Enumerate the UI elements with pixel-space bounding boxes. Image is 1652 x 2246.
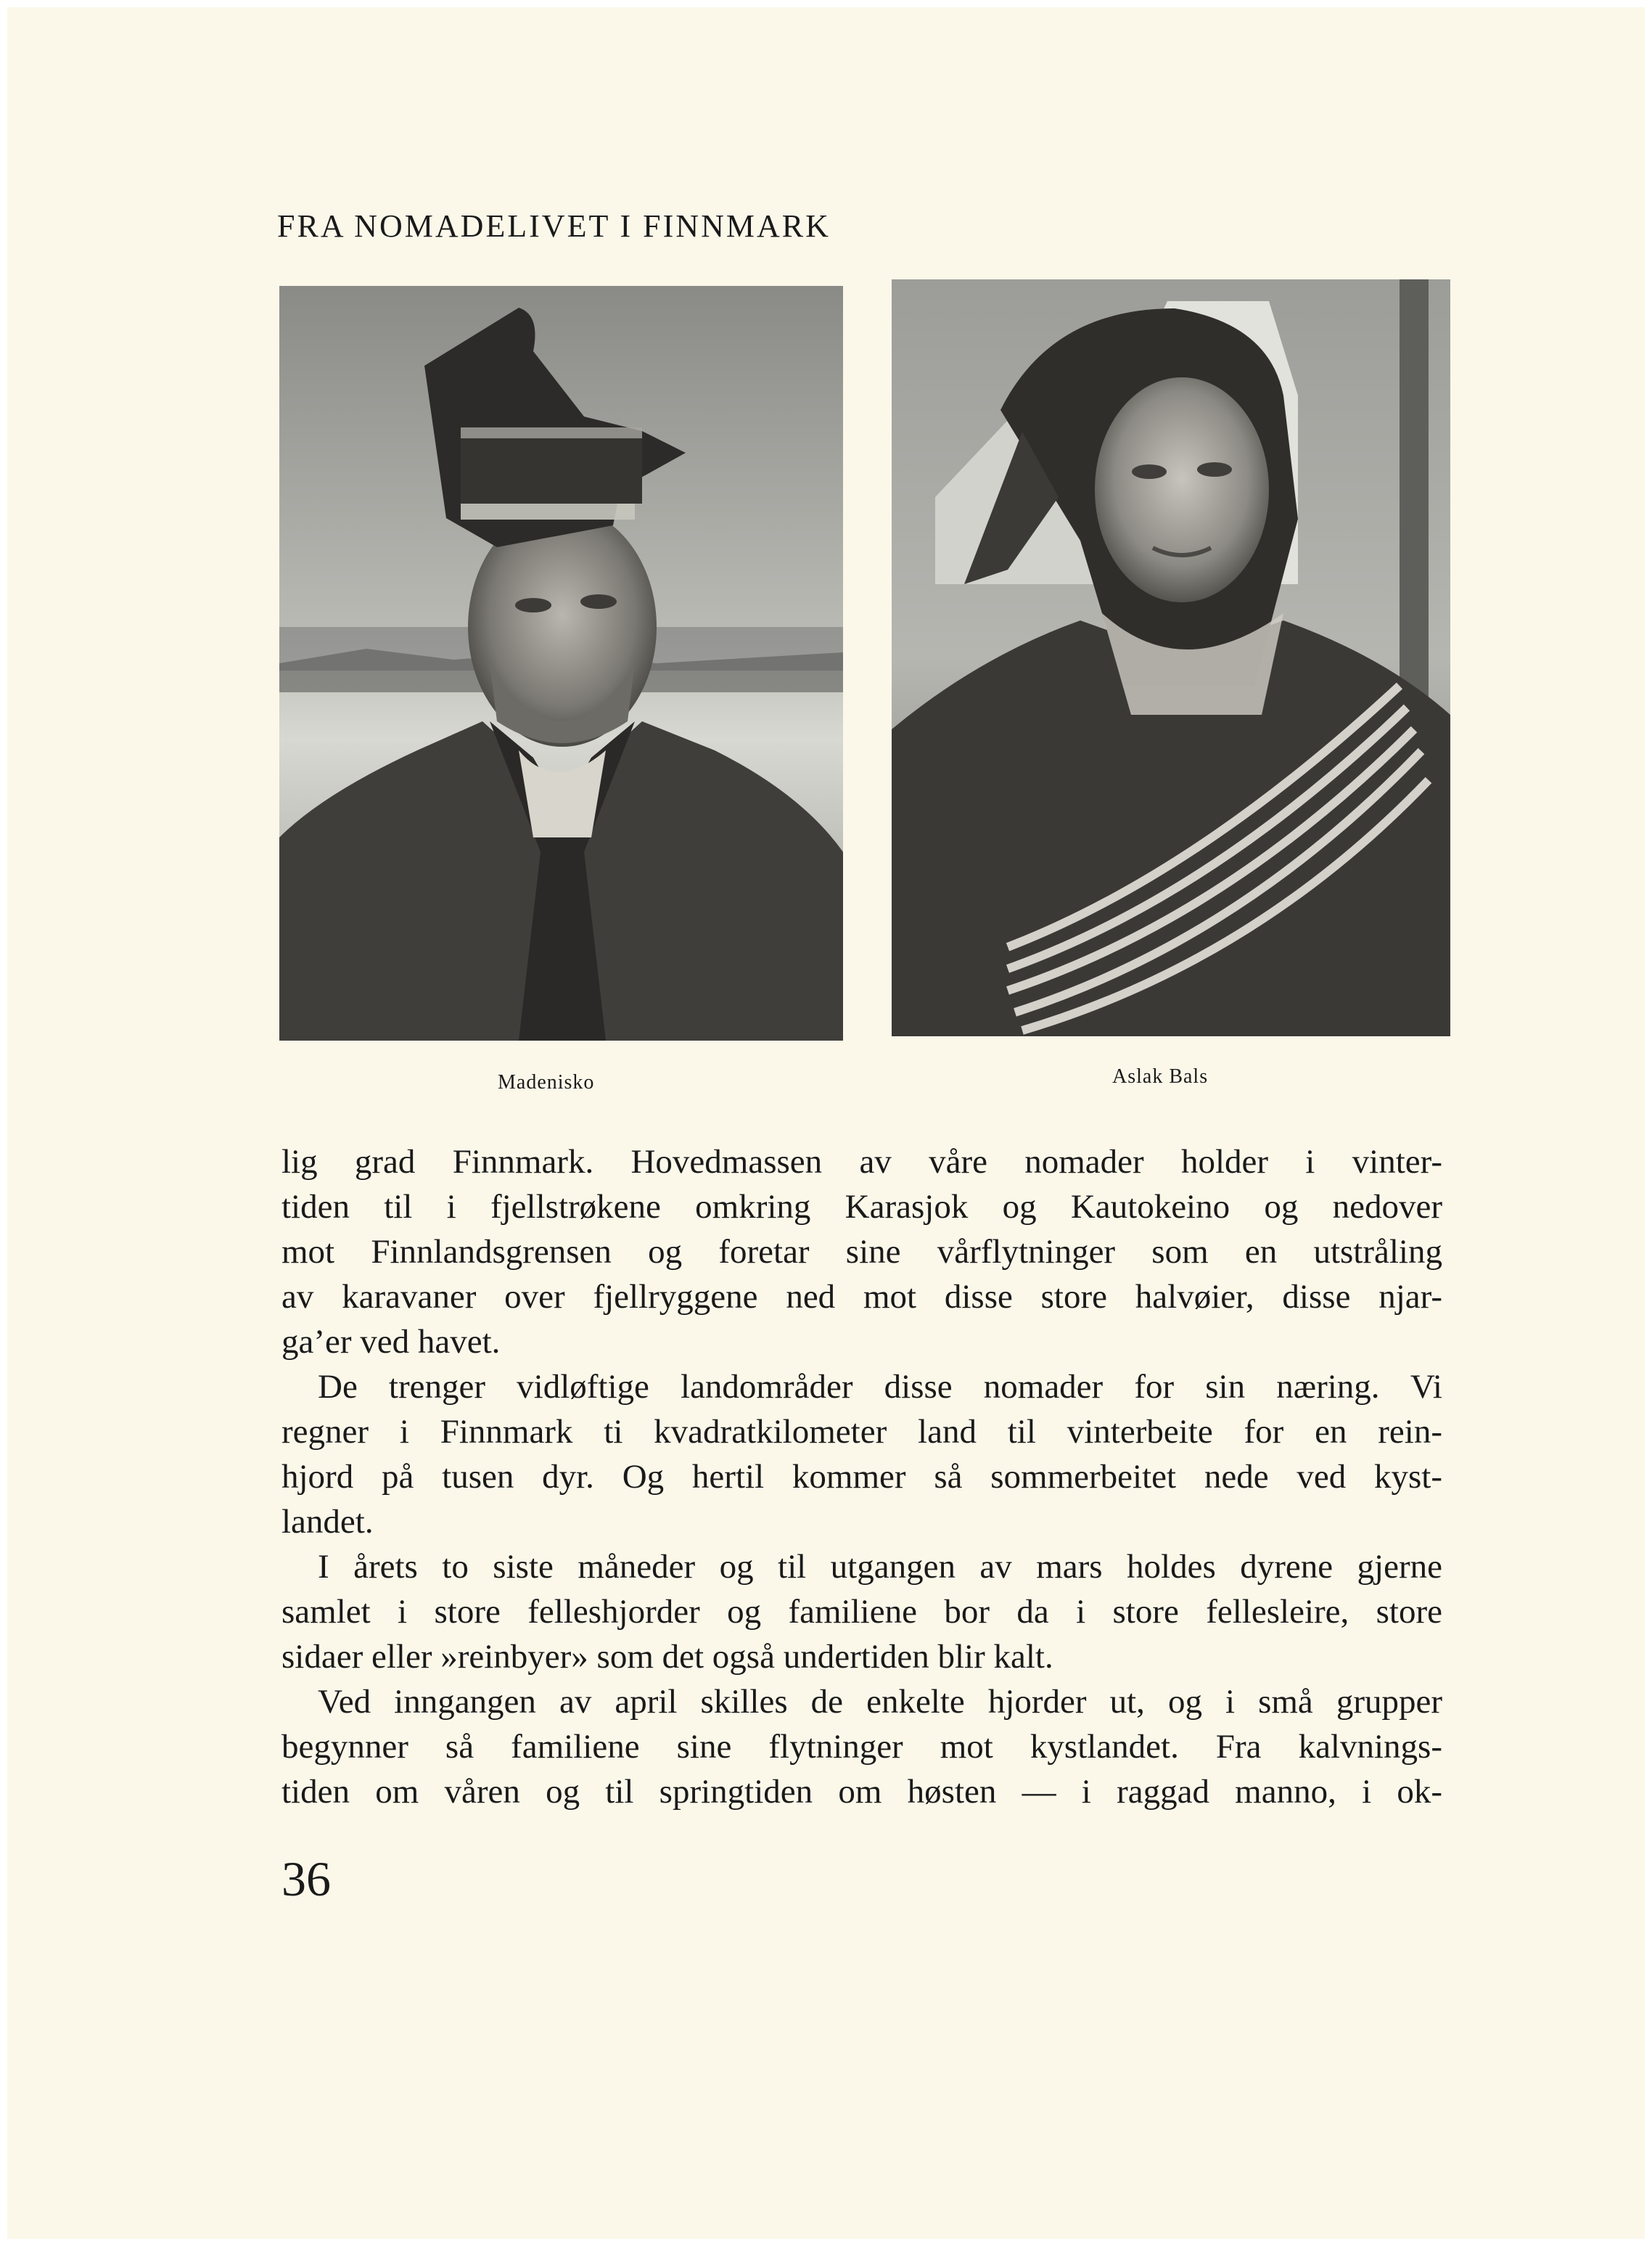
text-line: tiden til i fjellstrøkene omkring Karasjok og Kautokeino og nedover	[282, 1188, 1442, 1226]
running-header: FRA NOMADELIVET I FINNMARK	[277, 208, 831, 244]
portrait-image	[892, 279, 1450, 1036]
text-line: tiden om våren og til springtiden om høsten — i raggad manno, i ok-	[282, 1773, 1442, 1811]
photo-aslak-bals	[892, 279, 1450, 1036]
text-line: regner i Finnmark ti kvadratkilometer land til vinterbeite for en rein-	[282, 1413, 1442, 1451]
photo-caption: Madenisko	[498, 1071, 595, 1094]
text-line: I årets to siste måneder og til utgangen av mars holdes dyrene gjerne	[318, 1548, 1442, 1586]
text-line: ga’er ved havet.	[282, 1323, 501, 1361]
text-line: De trenger vidløftige landområder disse nomader for sin næring. Vi	[318, 1368, 1442, 1406]
text-line: mot Finnlandsgrensen og foretar sine vårflytninger som en utstråling	[282, 1233, 1442, 1271]
text-line: hjord på tusen dyr. Og hertil kommer så sommerbeitet nede ved kyst-	[282, 1458, 1442, 1496]
text-line: samlet i store felleshjorder og familiene bor da i store fellesleire, store	[282, 1593, 1442, 1631]
text-line: lig grad Finnmark. Hovedmassen av våre nomader holder i vinter-	[282, 1143, 1442, 1181]
page-number: 36	[282, 1851, 331, 1906]
photo-madenisko	[279, 286, 843, 1041]
text-line: Ved inngangen av april skilles de enkelte hjorder ut, og i små grupper	[318, 1683, 1442, 1721]
body-text	[282, 1139, 1442, 1814]
text-line: av karavaner over fjellryggene ned mot disse store halvøier, disse njar-	[282, 1278, 1442, 1316]
book-page	[7, 7, 1645, 2239]
text-line: sidaer eller »reinbyer» som det også undertiden blir kalt.	[282, 1638, 1053, 1676]
text-line: landet.	[282, 1503, 374, 1541]
portrait-image	[279, 286, 843, 1041]
text-line: begynner så familiene sine flytninger mot kystlandet. Fra kalvnings-	[282, 1728, 1442, 1766]
photo-caption: Aslak Bals	[1112, 1065, 1209, 1088]
